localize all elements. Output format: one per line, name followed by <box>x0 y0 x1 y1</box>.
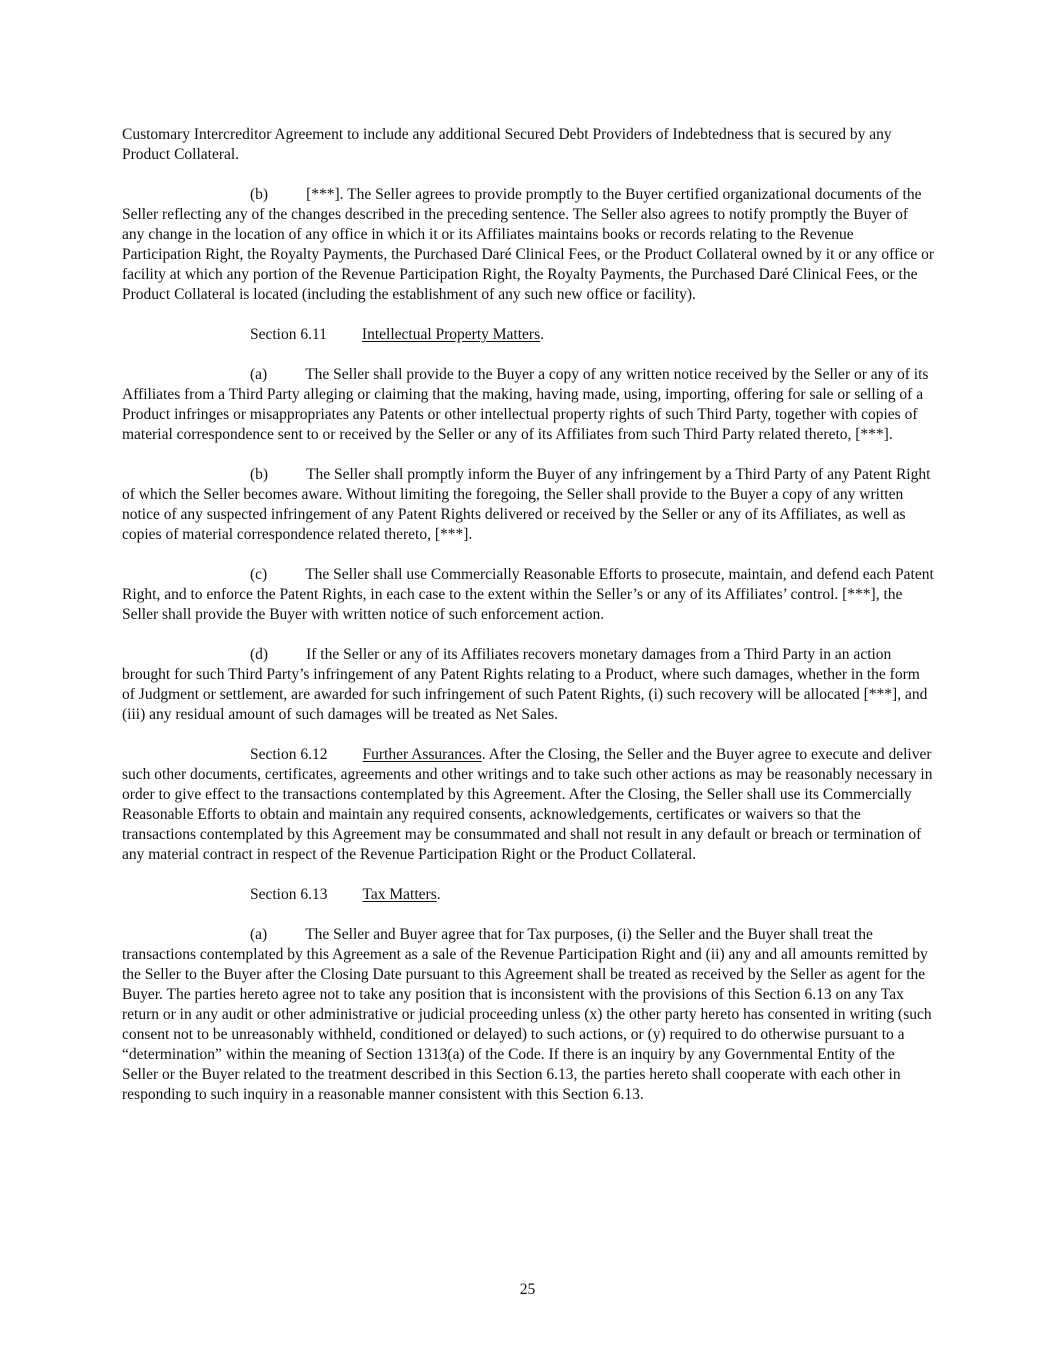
clause-d-damages-paragraph <box>122 645 934 725</box>
paragraph-text: The Seller shall promptly inform the Buyer of any infringement by a Third Party of any Patent Right of which the Seller becomes aware. Without limiting the foregoing, the Seller shall provide to the Buyer a copy of any written notice of any suspected infringement of any Patent Rights delivered or received by the Seller or any of its Affiliates, as well as copies of material correspondence related thereto, [***]. <box>122 466 931 543</box>
section-6-11-heading <box>122 325 934 345</box>
section-label: Section 6.13 <box>250 886 328 903</box>
clause-label: (d) <box>250 646 269 663</box>
section-title: Intellectual Property Matters <box>361 326 541 343</box>
section-title: Tax Matters <box>362 886 437 903</box>
paragraph-text: The Seller shall provide to the Buyer a copy of any written notice received by the Seller or any of its Affiliates from a Third Party alleging or claiming that the making, having made, using, importing, offering for sale or selling of a Product infringes or misappropriates any Patents or other intellectual property rights of such Third Party, together with copies of material correspondence sent to or received by the Seller or any of its Affiliates from such Third Party related thereto, [***]. <box>122 366 929 443</box>
clause-b-organizational-paragraph <box>122 185 934 305</box>
document-content <box>122 125 934 1125</box>
paragraph-text: [***]. The Seller agrees to provide promptly to the Buyer certified organizational documents of the Seller reflecting any of the changes described in the preceding sentence. The Seller also agrees to notify promptly the Buyer of any change in the location of any office in which it or its Affiliates maintains books or records relating to the Revenue Participation Right, the Royalty Payments, the Purchased Daré Clinical Fees, or the Product Collateral owned by it or any office or facility at which any portion of the Revenue Participation Right, the Royalty Payments, the Purchased Daré Clinical Fees, or the Product Collateral is located (including the establishment of any such new office or facility). <box>122 186 934 303</box>
continuation-paragraph <box>122 125 934 165</box>
clause-label: (b) <box>250 466 269 483</box>
clause-a-notice-paragraph <box>122 365 934 445</box>
section-title-period: . <box>540 326 544 343</box>
clause-label: (a) <box>250 926 268 943</box>
section-6-13-heading <box>122 885 934 905</box>
clause-label: (c) <box>250 566 268 583</box>
section-title-period: . <box>436 886 441 903</box>
paragraph-text: The Seller and Buyer agree that for Tax purposes, (i) the Seller and the Buyer shall treat the transactions contemplated by this Agreement as a sale of the Revenue Participation Right and (ii) any and all amounts remitted by the Seller to the Buyer after the Closing Date pursuant to this Agreement shall be treated as received by the Seller as agent for the Buyer. The parties hereto agree not to take any position that is inconsistent with the provisions of this Section 6.13 on any Tax return or in any audit or other administrative or judicial proceeding unless (x) the other party hereto has consented in writing (such consent not to be unreasonably withheld, conditioned or delayed) to such actions, or (y) required to do otherwise pursuant to a “determination” within the meaning of Section 1313(a) of the Code. If there is an inquiry by any Governmental Entity of the Seller or the Buyer related to the treatment described in this Section 6.13, the parties hereto shall cooperate with each other in responding to such inquiry in a reasonable manner consistent with this Section 6.13. <box>122 926 932 1103</box>
clause-c-enforcement-paragraph <box>122 565 934 625</box>
section-6-12-paragraph <box>122 745 934 865</box>
paragraph-text: Customary Intercreditor Agreement to include any additional Secured Debt Providers of Indebtedness that is secured by any Product Collateral. <box>122 126 892 163</box>
clause-a-tax-paragraph <box>122 925 934 1105</box>
section-label: Section 6.11 <box>250 326 327 343</box>
section-title: Further Assurances <box>362 746 482 763</box>
paragraph-text: If the Seller or any of its Affiliates recovers monetary damages from a Third Party in an action brought for such Third Party’s infringement of any Patent Rights relating to a Product, where such damages, whether in the form of Judgment or settlement, are awarded for such infringement of such Patent Rights, (i) such recovery will be allocated [***], and (iii) any residual amount of such damages will be treated as Net Sales. <box>122 646 928 723</box>
section-label: Section 6.12 <box>250 746 328 763</box>
clause-b-infringement-paragraph <box>122 465 934 545</box>
clause-label: (b) <box>250 186 269 203</box>
paragraph-text: . After the Closing, the Seller and the Buyer agree to execute and deliver such other documents, certificates, agreements and other writings and to take such other actions as may be reasonably necessary in order to give effect to the transactions contemplated by this Agreement. After the Closing, the Seller shall use its Commercially Reasonable Efforts to obtain and maintain any required consents, acknowledgements, certificates or waivers so that the transactions contemplated by this Agreement may be consummated and shall not result in any default or breach or termination of any material contract in respect of the Revenue Participation Right or the Product Collateral. <box>122 746 933 863</box>
page-number: 25 <box>519 1281 536 1298</box>
clause-label: (a) <box>250 366 268 383</box>
paragraph-text: The Seller shall use Commercially Reasonable Efforts to prosecute, maintain, and defend each Patent Right, and to enforce the Patent Rights, in each case to the extent within the Seller’s or any of its Affiliates’ control. [***], the Seller shall provide the Buyer with written notice of such enforcement action. <box>122 566 934 623</box>
